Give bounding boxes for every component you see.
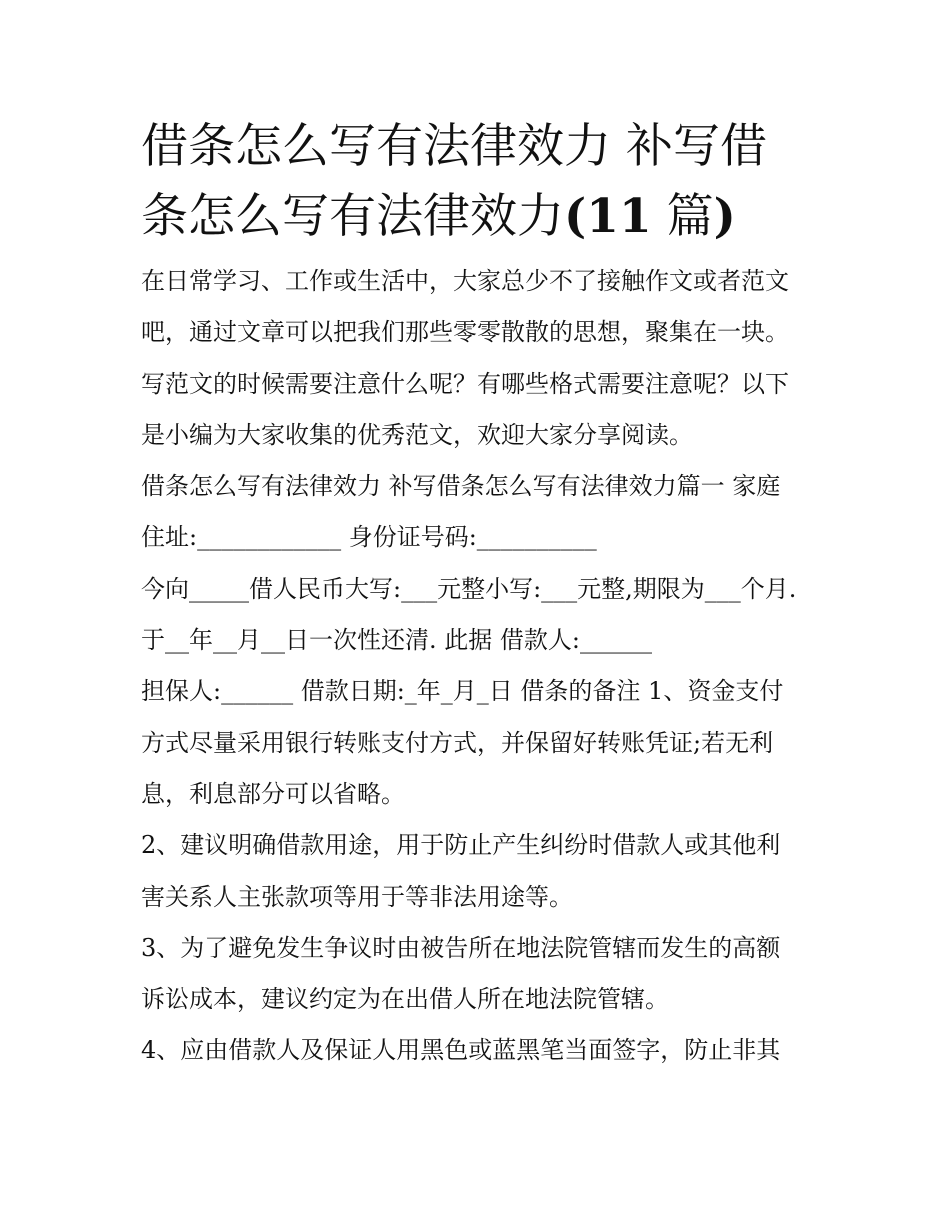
paragraph-line: 4、应由借款人及保证人用黑色或蓝黑笔当面签字，防止非其 xyxy=(141,1036,781,1065)
paragraph-note-2 xyxy=(141,820,813,923)
paragraph-line: 于__年__月__日一次性还清. 此据 借款人:______ xyxy=(141,626,652,655)
paragraph-intro xyxy=(141,256,813,461)
paragraph-line: 是小编为大家收集的优秀范文，欢迎大家分享阅读。 xyxy=(141,420,693,449)
document-page xyxy=(141,112,813,1077)
title-line-2-text: 条怎么写有法律效力(11 篇) xyxy=(141,189,736,244)
paragraph-line: 在日常学习、工作或生活中，大家总少不了接触作文或者范文 xyxy=(141,267,789,295)
paragraph-section-one xyxy=(141,461,813,564)
paragraph-line: 借条怎么写有法律效力 补写借条怎么写有法律效力篇一 家庭 xyxy=(141,472,781,501)
paragraph-line: 害关系人主张款项等用于等非法用途等。 xyxy=(141,882,573,911)
paragraph-line: 息，利息部分可以省略。 xyxy=(141,779,405,808)
title-line-1: 借条怎么写有法律效力 补写借 xyxy=(141,119,767,174)
paragraph-guarantor xyxy=(141,666,813,820)
paragraph-note-3 xyxy=(141,923,813,1026)
paragraph-line: 担保人:______ 借款日期:_年_月_日 借条的备注 1、资金支付 xyxy=(141,677,784,706)
paragraph-loan-terms xyxy=(141,564,813,667)
paragraph-line: 2、建议明确借款用途，用于防止产生纠纷时借款人或其他利 xyxy=(141,831,781,860)
paragraph-line: 吧，通过文章可以把我们那些零零散散的思想，聚集在一块。 xyxy=(141,318,789,347)
paragraph-line: 写范文的时候需要注意什么呢？有哪些格式需要注意呢？以下 xyxy=(141,369,789,398)
paragraph-line: 住址:____________ 身份证号码:__________ xyxy=(141,523,597,552)
paragraph-line: 方式尽量采用银行转账支付方式，并保留好转账凭证;若无利 xyxy=(141,728,774,757)
paragraph-note-4 xyxy=(141,1025,813,1076)
title-line-2 xyxy=(141,182,813,252)
document-body xyxy=(141,256,813,1077)
document-title xyxy=(141,112,813,252)
paragraph-line: 诉讼成本，建议约定为在出借人所在地法院管辖。 xyxy=(141,985,669,1014)
paragraph-line: 3、为了避免发生争议时由被告所在地法院管辖而发生的高额 xyxy=(141,933,781,962)
paragraph-line: 今向_____借人民币大写:___元整小写:___元整,期限为___个月. xyxy=(141,574,797,603)
